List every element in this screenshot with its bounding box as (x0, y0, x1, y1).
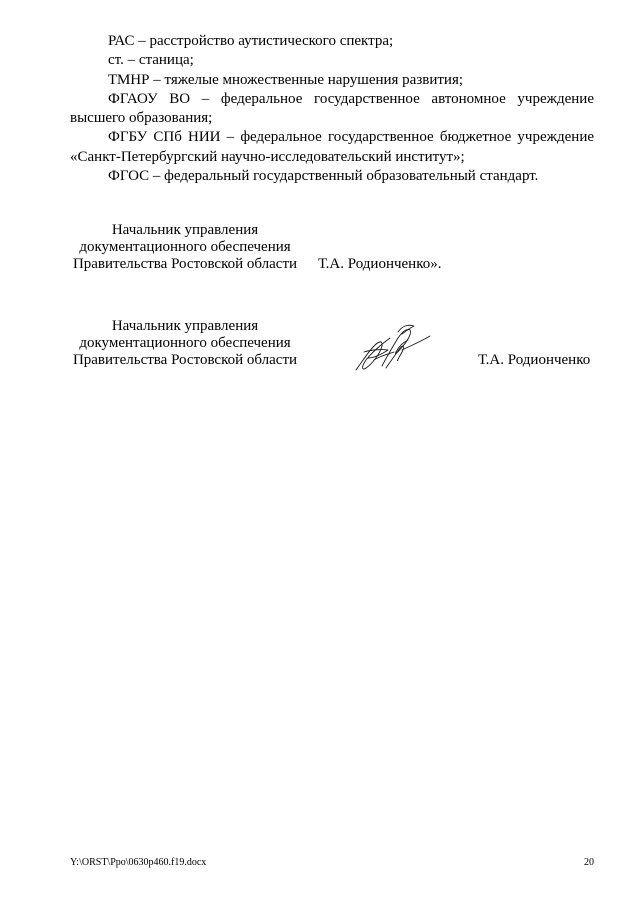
position-line: Правительства Ростовской области (72, 352, 298, 368)
abbreviation-item: ФГОС – федеральный государственный образовательный стандарт. (108, 168, 539, 185)
abbreviation-item: ст. – станица; (108, 52, 194, 69)
signature-block-position (70, 222, 300, 273)
footer-file-path: Y:\ORST\Ppo\0630p460.f19.docx (70, 857, 207, 868)
position-line: Правительства Ростовской области (72, 256, 298, 272)
abbreviation-list (70, 32, 594, 186)
abbreviation-item: РАС – расстройство аутистического спектра; (108, 33, 394, 49)
position-line: Начальник управления (111, 222, 259, 238)
signatory-name: Т.А. Родионченко». (318, 256, 442, 272)
abbreviation-item: ТМНР – тяжелые множественные нарушения развития; (108, 71, 464, 88)
position-line: документационного обеспечения (79, 335, 291, 351)
handwritten-signature (352, 322, 434, 374)
abbreviation-item: ФГАОУ ВО – федеральное государственное автономное учреждение высшего образования; (70, 90, 594, 127)
position-line: документационного обеспечения (79, 239, 291, 255)
signature-block-position (70, 318, 300, 369)
position-line: Начальник управления (111, 318, 259, 334)
footer-page-number: 20 (584, 857, 594, 868)
abbreviation-item: ФГБУ СПб НИИ – федеральное государственное бюджетное учреждение «Санкт-Петербургский научно-исследовательский институт»; (70, 129, 594, 165)
signatory-name: Т.А. Родионченко (478, 352, 591, 368)
